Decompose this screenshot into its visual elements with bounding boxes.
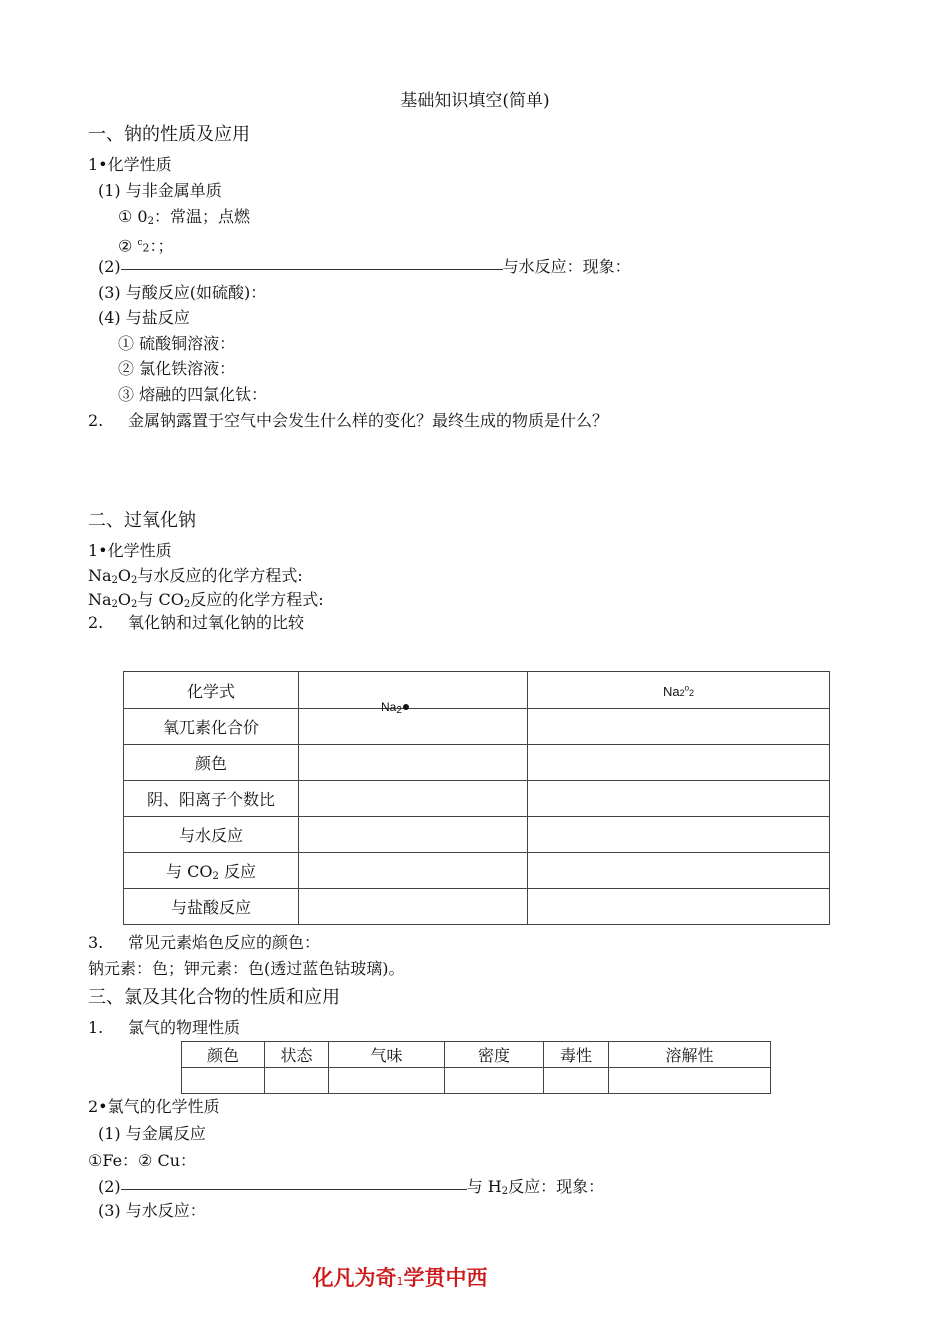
table-row bbox=[182, 1042, 771, 1068]
answer-cell[interactable] bbox=[265, 1068, 329, 1094]
section-1-heading: 一、钠的性质及应用 bbox=[88, 124, 250, 145]
table-header-formula: 化学式 bbox=[124, 672, 299, 709]
row-label: 与盐酸反应 bbox=[124, 889, 299, 925]
s2-line-co2: $Na_2O_2$与 $CO_2$反应的化学方程式: bbox=[88, 590, 324, 610]
s3-item-3: (3) 与水反应： bbox=[98, 1201, 206, 1220]
s1-question-2: 金属钠露置于空气中会发生什么样的变化？最终生成的物质是什么？ bbox=[128, 411, 609, 430]
footer-slogan bbox=[0, 1262, 800, 1292]
s2-flame-colors: 钠元素：色；钾元素：色(透过蓝色钴玻璃)。 bbox=[88, 959, 405, 978]
s1-item-4a: ① 硫酸铜溶液： bbox=[118, 334, 236, 353]
answer-cell[interactable] bbox=[528, 709, 830, 745]
s2-line-water: $Na_2O_2$与水反应的化学方程式: bbox=[88, 566, 303, 586]
s1-chem-properties: 1•化学性质 bbox=[88, 155, 172, 174]
section-3-heading: 三、氯及其化合物的性质和应用 bbox=[88, 987, 340, 1008]
header-color: 颜色 bbox=[182, 1042, 265, 1068]
s2-question-2: 氧化钠和过氧化钠的比较 bbox=[128, 613, 305, 632]
s1-question-2-number: 2. bbox=[88, 411, 104, 430]
document-title: 基础知识填空(简单) bbox=[400, 91, 550, 111]
s3-chem-properties: 2•氯气的化学性质 bbox=[88, 1097, 220, 1116]
header-solubility: 溶解性 bbox=[609, 1042, 771, 1068]
s3-item-2: (2) 与 $H_2$反应：现象： bbox=[98, 1177, 605, 1197]
s2-question-3: 常见元素焰色反应的颜色： bbox=[128, 933, 321, 952]
table-row bbox=[124, 889, 830, 925]
footer-right: 学贯中西 bbox=[403, 1266, 488, 1290]
header-density: 密度 bbox=[445, 1042, 544, 1068]
footer-left: 化凡为奇 bbox=[312, 1266, 397, 1290]
s1-item-2: (2) 与水反应：现象： bbox=[98, 257, 631, 276]
comparison-table bbox=[123, 671, 830, 925]
answer-cell[interactable] bbox=[528, 853, 830, 889]
answer-cell[interactable] bbox=[528, 781, 830, 817]
header-state: 状态 bbox=[265, 1042, 329, 1068]
s1-item-4: (4) 与盐反应 bbox=[98, 308, 190, 327]
table-row bbox=[124, 781, 830, 817]
row-label: 与水反应 bbox=[124, 817, 299, 853]
answer-cell[interactable] bbox=[299, 745, 528, 781]
table-header-na2o: $Na_2●$ bbox=[299, 672, 528, 709]
s2-question-3-number: 3. bbox=[88, 933, 104, 952]
chlorine-properties-table bbox=[181, 1041, 771, 1094]
table-row bbox=[124, 745, 830, 781]
section-2-heading: 二、过氧化钠 bbox=[88, 510, 196, 531]
answer-cell[interactable] bbox=[528, 889, 830, 925]
s2-question-2-number: 2. bbox=[88, 613, 104, 632]
answer-cell[interactable] bbox=[299, 709, 528, 745]
s3-item-1-metals: ①Fe：② Cu： bbox=[88, 1151, 197, 1170]
answer-cell[interactable] bbox=[528, 745, 830, 781]
answer-cell[interactable] bbox=[182, 1068, 265, 1094]
answer-cell[interactable] bbox=[544, 1068, 609, 1094]
s1-item-4c: ③ 熔融的四氯化钛： bbox=[118, 385, 268, 404]
s1-item-1: (1) 与非金属单质 bbox=[98, 181, 222, 200]
table-row bbox=[182, 1068, 771, 1094]
s1-item-1a: ① $0_2$：常温；点燃 bbox=[118, 207, 250, 227]
fill-blank[interactable] bbox=[121, 1189, 467, 1190]
table-row bbox=[124, 709, 830, 745]
fill-blank[interactable] bbox=[121, 269, 503, 270]
page-number: 1 bbox=[396, 1275, 404, 1288]
row-label: 氧兀素化合价 bbox=[124, 709, 299, 745]
answer-cell[interactable] bbox=[299, 853, 528, 889]
table-row bbox=[124, 817, 830, 853]
s1-item-4b: ② 氯化铁溶液： bbox=[118, 359, 236, 378]
s3-item-1: (1) 与金属反应 bbox=[98, 1124, 206, 1143]
row-label: 与 $CO_2$ 反应 bbox=[124, 853, 299, 889]
s3-question-1-number: 1. bbox=[88, 1018, 104, 1037]
table-row bbox=[124, 853, 830, 889]
header-odor: 气味 bbox=[329, 1042, 445, 1068]
s1-item-3: (3) 与酸反应(如硫酸)： bbox=[98, 283, 267, 302]
answer-cell[interactable] bbox=[329, 1068, 445, 1094]
answer-cell[interactable] bbox=[299, 781, 528, 817]
answer-cell[interactable] bbox=[445, 1068, 544, 1094]
s1-item-1b: ② $^c$2：； bbox=[118, 236, 174, 256]
table-row bbox=[124, 672, 830, 709]
row-label: 颜色 bbox=[124, 745, 299, 781]
table-header-na2o2: Na2$^o$2 bbox=[528, 672, 830, 709]
answer-cell[interactable] bbox=[299, 889, 528, 925]
s3-question-1: 氯气的物理性质 bbox=[128, 1018, 241, 1037]
answer-cell[interactable] bbox=[528, 817, 830, 853]
row-label: 阴、阳离子个数比 bbox=[124, 781, 299, 817]
header-toxicity: 毒性 bbox=[544, 1042, 609, 1068]
answer-cell[interactable] bbox=[609, 1068, 771, 1094]
answer-cell[interactable] bbox=[299, 817, 528, 853]
s2-chem-properties: 1•化学性质 bbox=[88, 541, 172, 560]
